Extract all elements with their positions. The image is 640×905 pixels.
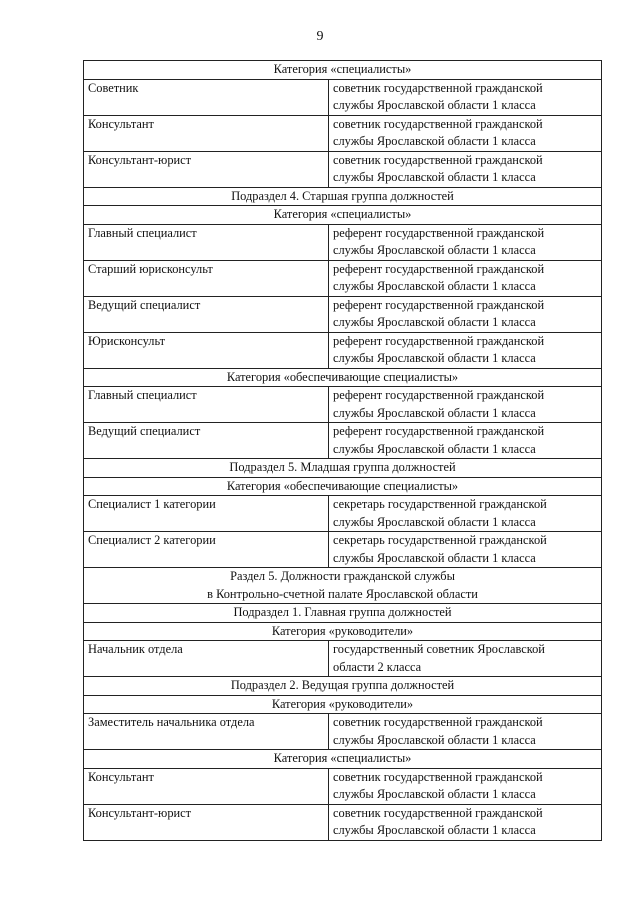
section-header-row xyxy=(84,206,602,225)
class-rank-line: службы Ярославской области 1 класса xyxy=(333,170,536,184)
position-row xyxy=(84,332,602,368)
position-row xyxy=(84,423,602,459)
section-header-row xyxy=(84,187,602,206)
section-header-row xyxy=(84,477,602,496)
section-header: Подраздел 5. Младшая группа должностей xyxy=(84,459,602,478)
section-header-row xyxy=(84,368,602,387)
class-rank xyxy=(329,260,602,296)
class-rank xyxy=(329,804,602,840)
section-header-row xyxy=(84,695,602,714)
position-title: Консультант xyxy=(84,768,329,804)
position-row xyxy=(84,151,602,187)
class-rank-line: референт государственной гражданской xyxy=(333,424,545,438)
section-header-row xyxy=(84,750,602,769)
position-row xyxy=(84,804,602,840)
position-title: Юрисконсульт xyxy=(84,332,329,368)
position-row xyxy=(84,260,602,296)
section-header-row xyxy=(84,677,602,696)
class-rank-line: службы Ярославской области 1 класса xyxy=(333,514,536,529)
position-title: Специалист 2 категории xyxy=(84,532,329,568)
section-header xyxy=(84,568,602,604)
class-rank-line: советник государственной гражданской xyxy=(333,152,543,167)
class-rank-line: службы Ярославской области 1 класса xyxy=(333,243,536,257)
class-rank xyxy=(329,79,602,115)
position-row xyxy=(84,532,602,568)
section-header: Подраздел 2. Ведущая группа должностей xyxy=(84,677,602,696)
section-header: Категория «специалисты» xyxy=(84,750,602,769)
position-title: Консультант-юрист xyxy=(84,151,329,187)
class-rank xyxy=(329,115,602,151)
class-rank xyxy=(329,714,602,750)
class-rank xyxy=(329,768,602,804)
class-rank-line: референт государственной гражданской xyxy=(333,333,545,348)
section-header-row xyxy=(84,459,602,478)
class-rank-line: службы Ярославской области 1 класса xyxy=(333,550,536,565)
class-rank-line: референт государственной гражданской xyxy=(333,297,545,312)
section-header: Подраздел 4. Старшая группа должностей xyxy=(84,187,602,206)
section-header-line: в Контрольно-счетной палате Ярославской области xyxy=(207,586,478,601)
class-rank xyxy=(329,151,602,187)
page-number: 9 xyxy=(316,29,324,44)
position-title: Консультант-юрист xyxy=(84,804,329,840)
section-header-row xyxy=(84,622,602,641)
class-rank xyxy=(329,332,602,368)
class-rank-line: службы Ярославской области 1 класса xyxy=(333,351,536,365)
section-header-row xyxy=(84,61,602,80)
class-rank-line: службы Ярославской области 1 класса xyxy=(333,134,536,148)
position-row xyxy=(84,115,602,151)
position-title: Специалист 1 категории xyxy=(84,496,329,532)
position-row xyxy=(84,641,602,677)
position-row xyxy=(84,714,602,750)
position-title: Заместитель начальника отдела xyxy=(84,714,329,750)
section-header-row xyxy=(84,568,602,604)
position-title: Главный специалист xyxy=(84,224,329,260)
position-row xyxy=(84,79,602,115)
class-rank-line: референт государственной гражданской xyxy=(333,225,545,240)
class-rank-line: советник государственной гражданской xyxy=(333,80,543,95)
class-rank xyxy=(329,296,602,332)
class-rank-line: службы Ярославской области 1 класса xyxy=(333,732,536,747)
section-header: Категория «руководители» xyxy=(84,695,602,714)
class-rank-line: секретарь государственной гражданской xyxy=(333,497,547,511)
class-rank xyxy=(329,224,602,260)
class-rank-line: службы Ярославской области 1 класса xyxy=(333,823,536,837)
class-rank-line: советник государственной гражданской xyxy=(333,769,543,784)
class-rank-line: советник государственной гражданской xyxy=(333,116,543,131)
position-row xyxy=(84,387,602,423)
class-rank xyxy=(329,423,602,459)
section-header: Категория «специалисты» xyxy=(84,206,602,225)
section-header-row xyxy=(84,604,602,623)
section-header-line: Раздел 5. Должности гражданской службы xyxy=(230,569,455,583)
class-rank xyxy=(329,532,602,568)
class-rank-line: службы Ярославской области 1 класса xyxy=(333,441,536,456)
position-title: Советник xyxy=(84,79,329,115)
class-rank-line: референт государственной гражданской xyxy=(333,388,545,402)
position-title: Консультант xyxy=(84,115,329,151)
class-rank-line: советник государственной гражданской xyxy=(333,805,543,820)
position-title: Ведущий специалист xyxy=(84,296,329,332)
class-rank-line: службы Ярославской области 1 класса xyxy=(333,279,536,293)
class-rank xyxy=(329,641,602,677)
section-header: Категория «руководители» xyxy=(84,622,602,641)
section-header: Категория «обеспечивающие специалисты» xyxy=(84,368,602,387)
class-rank-line: службы Ярославской области 1 класса xyxy=(333,315,536,329)
position-row xyxy=(84,768,602,804)
section-header: Категория «обеспечивающие специалисты» xyxy=(84,477,602,496)
position-row xyxy=(84,296,602,332)
class-rank-line: референт государственной гражданской xyxy=(333,261,545,276)
class-rank-line: секретарь государственной гражданской xyxy=(333,533,547,547)
class-rank-line: области 2 класса xyxy=(333,659,422,674)
class-rank xyxy=(329,387,602,423)
position-title: Главный специалист xyxy=(84,387,329,423)
position-row xyxy=(84,496,602,532)
section-header: Категория «специалисты» xyxy=(84,61,602,80)
class-rank-line: советник государственной гражданской xyxy=(333,715,543,729)
class-rank-line: службы Ярославской области 1 класса xyxy=(333,98,536,112)
position-title: Старший юрисконсульт xyxy=(84,260,329,296)
positions-table xyxy=(83,60,602,841)
positions-table-body xyxy=(84,61,602,841)
section-header: Подраздел 1. Главная группа должностей xyxy=(84,604,602,623)
position-title: Начальник отдела xyxy=(84,641,329,677)
class-rank xyxy=(329,496,602,532)
class-rank-line: службы Ярославской области 1 класса xyxy=(333,787,536,801)
class-rank-line: службы Ярославской области 1 класса xyxy=(333,405,536,420)
position-title: Ведущий специалист xyxy=(84,423,329,459)
class-rank-line: государственный советник Ярославской xyxy=(333,642,545,656)
position-row xyxy=(84,224,602,260)
